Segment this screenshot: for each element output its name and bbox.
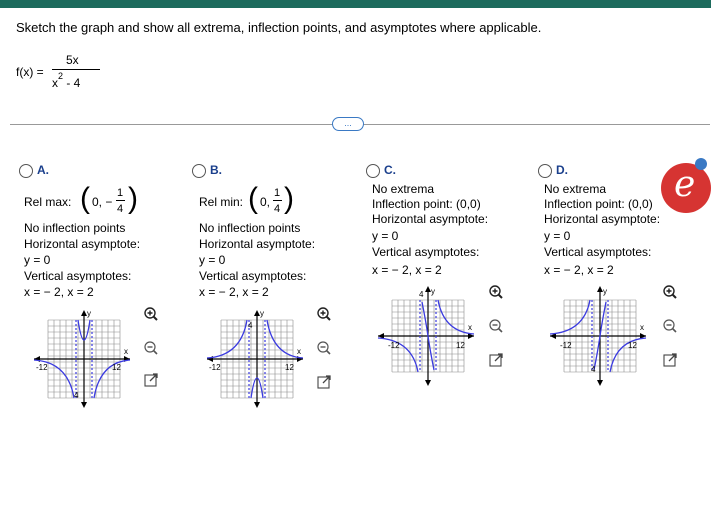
option-a-line-1: No inflection points xyxy=(24,221,126,235)
option-c-line-3: Horizontal asymptote: xyxy=(372,212,489,226)
option-d-radio[interactable] xyxy=(538,164,552,178)
graph-y-label: y xyxy=(260,309,264,318)
graph-neg-label: -12 xyxy=(209,363,221,372)
option-a-frac-num: 1 xyxy=(117,187,124,199)
notification-dot xyxy=(695,158,707,170)
option-c-zoom-in-icon[interactable] xyxy=(488,284,504,300)
option-b-radio[interactable] xyxy=(192,164,206,178)
top-banner xyxy=(0,0,711,8)
option-b-line-5: x = − 2, x = 2 xyxy=(199,285,269,299)
graph-y-label: y xyxy=(87,309,91,318)
option-b-extrema-label: Rel min: xyxy=(199,195,244,209)
option-a-point: 0, − xyxy=(92,195,113,209)
option-b-line-3: y = 0 xyxy=(199,253,226,267)
graph-neg-label: -12 xyxy=(388,341,400,350)
option-b-frac-den: 4 xyxy=(274,203,281,215)
option-d-expand-icon[interactable] xyxy=(662,352,678,368)
option-a-line-4: Vertical asymptotes: xyxy=(24,269,132,283)
option-b-zoom-out-icon[interactable] xyxy=(316,340,332,356)
option-b-frac-num: 1 xyxy=(274,187,281,199)
option-c-line-5: Vertical asymptotes: xyxy=(372,245,480,259)
graph-y-label: y xyxy=(431,287,435,296)
option-c-zoom-out-icon[interactable] xyxy=(488,318,504,334)
graph-pos-label: 12 xyxy=(628,341,637,350)
option-d-line-2: Inflection point: (0,0) xyxy=(544,197,653,211)
fraction-bar xyxy=(52,69,100,70)
graph-pos-label: 12 xyxy=(285,363,294,372)
option-d-letter: D. xyxy=(556,163,568,177)
graph-y-label: y xyxy=(603,287,607,296)
option-a-frac-bar xyxy=(116,200,125,201)
graph-four-label: 4 xyxy=(419,290,424,299)
option-d-line-1: No extrema xyxy=(544,182,607,196)
option-b-expand-icon[interactable] xyxy=(316,374,332,390)
option-c-line-1: No extrema xyxy=(372,182,435,196)
overlay-logo-icon[interactable]: e xyxy=(661,163,711,213)
option-b-line-2: Horizontal asymptote: xyxy=(199,237,316,251)
option-b-paren-right: ) xyxy=(284,182,294,215)
option-a-line-5: x = − 2, x = 2 xyxy=(24,285,94,299)
option-b-line-4: Vertical asymptotes: xyxy=(199,269,307,283)
option-a-expand-icon[interactable] xyxy=(143,372,159,388)
graph-four-label: 4 xyxy=(74,391,79,400)
option-a-graph xyxy=(30,302,134,410)
option-d-line-5: Vertical asymptotes: xyxy=(544,245,652,259)
graph-x-label: x xyxy=(468,323,472,332)
option-a-line-2: Horizontal asymptote: xyxy=(24,237,141,251)
graph-x-label: x xyxy=(640,323,644,332)
option-b-graph xyxy=(203,302,307,410)
option-c-line-2: Inflection point: (0,0) xyxy=(372,197,481,211)
graph-x-label: x xyxy=(124,347,128,356)
option-b-point: 0, xyxy=(260,195,271,209)
option-c-expand-icon[interactable] xyxy=(488,352,504,368)
option-d-graph xyxy=(546,282,650,390)
graph-x-label: x xyxy=(297,347,301,356)
option-d-line-6: x = − 2, x = 2 xyxy=(544,263,614,277)
option-a-paren-right: ) xyxy=(128,182,138,215)
option-d-line-3: Horizontal asymptote: xyxy=(544,212,661,226)
option-c-letter: C. xyxy=(384,163,396,177)
option-a-zoom-in-icon[interactable] xyxy=(143,306,159,322)
option-a-radio[interactable] xyxy=(19,164,33,178)
option-d-zoom-in-icon[interactable] xyxy=(662,284,678,300)
option-b-letter: B. xyxy=(210,163,222,177)
option-b-paren-left: ( xyxy=(248,182,258,215)
option-d-zoom-out-icon[interactable] xyxy=(662,318,678,334)
option-a-paren-left: ( xyxy=(80,182,90,215)
option-a-zoom-out-icon[interactable] xyxy=(143,340,159,356)
graph-pos-label: 12 xyxy=(112,363,121,372)
option-c-line-4: y = 0 xyxy=(372,229,399,243)
function-denominator: $x^2 - 4$ xyxy=(52,71,81,90)
option-c-radio[interactable] xyxy=(366,164,380,178)
option-a-line-3: y = 0 xyxy=(24,253,51,267)
option-a-extrema-label: Rel max: xyxy=(24,195,72,209)
option-a-frac-den: 4 xyxy=(117,203,124,215)
option-b-line-1: No inflection points xyxy=(199,221,301,235)
graph-four-label: 4 xyxy=(591,365,596,374)
option-c-graph xyxy=(374,282,478,390)
graph-neg-label: -12 xyxy=(560,341,572,350)
graph-four-label: 4 xyxy=(248,321,253,330)
option-b-frac-bar xyxy=(273,200,282,201)
option-d-line-4: y = 0 xyxy=(544,229,571,243)
graph-pos-label: 12 xyxy=(456,341,465,350)
question-prompt: Sketch the graph and show all extrema, inflection points, and asymptotes where applicable. xyxy=(16,20,542,35)
show-more-button[interactable]: ... xyxy=(332,117,364,131)
option-a-letter: A. xyxy=(37,163,49,177)
function-lhs: f(x) = xyxy=(16,65,44,79)
option-c-line-6: x = − 2, x = 2 xyxy=(372,263,442,277)
function-numerator: 5x xyxy=(66,53,79,67)
graph-neg-label: -12 xyxy=(36,363,48,372)
option-b-zoom-in-icon[interactable] xyxy=(316,306,332,322)
